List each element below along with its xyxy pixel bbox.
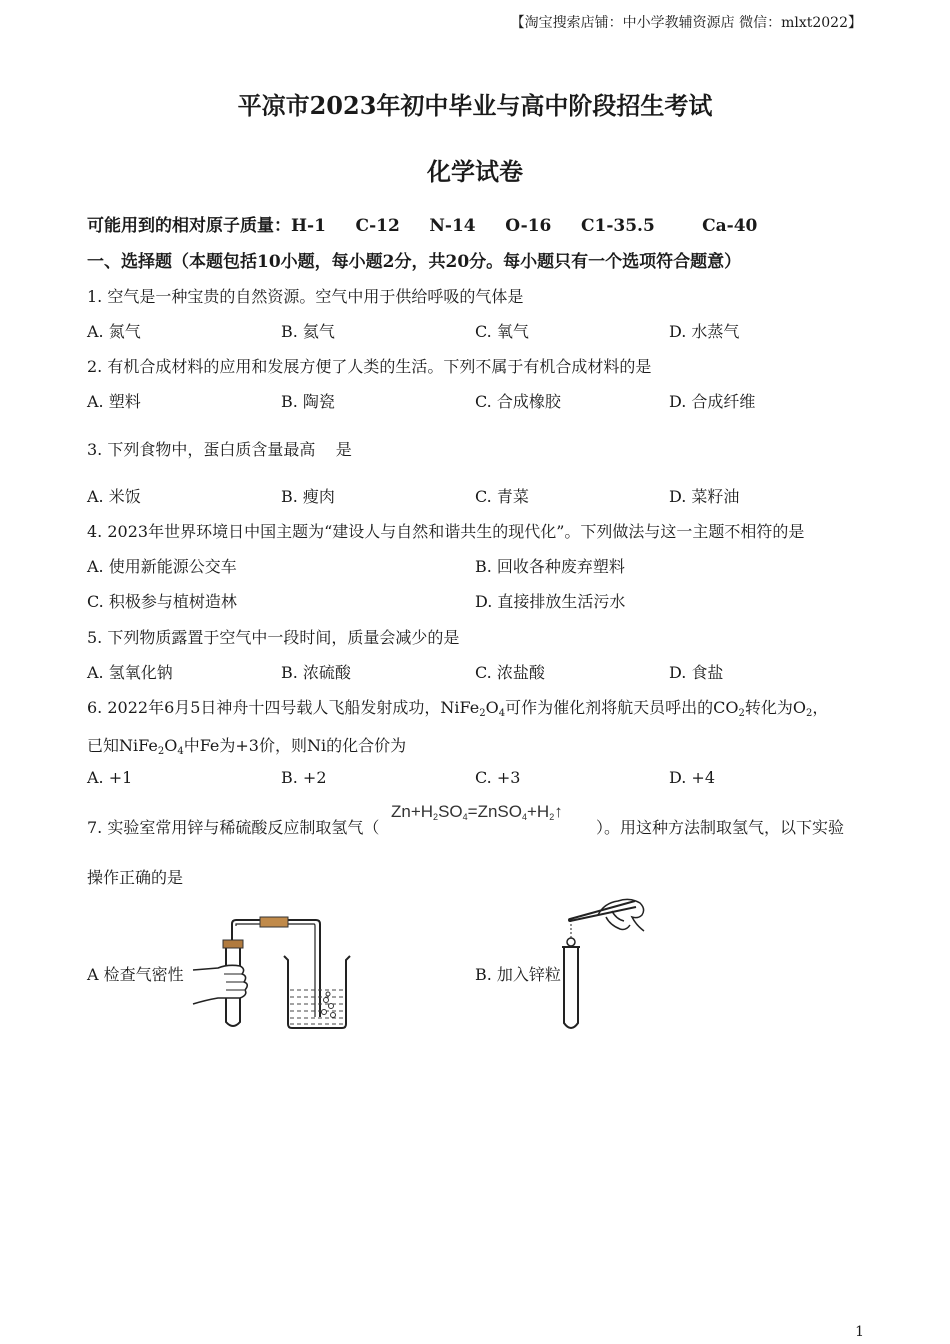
q1-option-b: B. 氦气 bbox=[281, 322, 335, 341]
q6-option-d: D. +4 bbox=[669, 768, 716, 787]
q5-option-d: D. 食盐 bbox=[669, 663, 724, 682]
q4-option-c: C. 积极参与植树造林 bbox=[87, 592, 237, 611]
question-7-after: ）。用这种方法制取氢气，以下实验 bbox=[596, 818, 845, 837]
question-6-line-2: 已知$NiFe_2O_4$中Fe为+3价，则Ni的化合价为 bbox=[87, 736, 407, 757]
q6-option-b: B. +2 bbox=[281, 768, 327, 787]
airtightness-check-figure bbox=[188, 912, 358, 1037]
q6-option-a: A. +1 bbox=[87, 768, 133, 787]
q4-option-d: D. 直接排放生活污水 bbox=[475, 592, 626, 611]
q7-option-b-label: B. 加入锌粒 bbox=[475, 965, 561, 984]
q2-option-b: B. 陶瓷 bbox=[281, 392, 335, 411]
q1-option-c: C. 氧气 bbox=[475, 322, 529, 341]
reaction-equation: $Zn+H_2SO_4=ZnSO_4+H_2↑$ bbox=[391, 802, 563, 822]
question-7-before: 7. 实验室常用锌与稀硫酸反应制取氢气（ bbox=[87, 818, 380, 837]
atomic-masses: 可能用到的相对原子质量：H-1 C-12 N-14 O-16 C1-35.5 Ca-40 bbox=[87, 216, 758, 236]
q3-option-c: C. 青菜 bbox=[475, 487, 529, 506]
page-title: 平凉市2023年初中毕业与高中阶段招生考试 bbox=[237, 91, 713, 120]
q3-option-b: B. 瘦肉 bbox=[281, 487, 335, 506]
q3-option-d: D. 菜籽油 bbox=[669, 487, 740, 506]
question-6-line-1: 6. 2022年6月5日神舟十四号载人飞船发射成功，$NiFe_2O_4$可作为催化剂将航天员呼出的$CO_2$转化为$O_2$， bbox=[87, 698, 829, 719]
q7-option-a-label: A 检查气密性 bbox=[87, 965, 184, 984]
question-4-stem: 4. 2023年世界环境日中国主题为“建设人与自然和谐共生的现代化”。下列做法与这一主题不相符的是 bbox=[87, 522, 805, 541]
q4-option-b: B. 回收各种废弃塑料 bbox=[475, 557, 625, 576]
question-3-stem: 3. 下列食物中，蛋白质含量最高 是 bbox=[87, 440, 352, 459]
add-zinc-granule-figure bbox=[540, 895, 655, 1035]
q2-option-a: A. 塑料 bbox=[87, 392, 141, 411]
section-heading: 一、选择题（本题包括10小题，每小题2分，共20分。每小题只有一个选项符合题意） bbox=[87, 252, 742, 272]
question-7-line-2: 操作正确的是 bbox=[87, 868, 184, 887]
question-2-stem: 2. 有机合成材料的应用和发展方便了人类的生活。下列不属于有机合成材料的是 bbox=[87, 357, 652, 376]
page-number: 1 bbox=[855, 1324, 864, 1340]
q1-option-d: D. 水蒸气 bbox=[669, 322, 740, 341]
q2-option-c: C. 合成橡胶 bbox=[475, 392, 561, 411]
q6-option-c: C. +3 bbox=[475, 768, 521, 787]
page-subtitle: 化学试卷 bbox=[427, 157, 523, 186]
question-1-stem: 1. 空气是一种宝贵的自然资源。空气中用于供给呼吸的气体是 bbox=[87, 287, 524, 306]
q4-option-a: A. 使用新能源公交车 bbox=[87, 557, 237, 576]
q1-option-a: A. 氮气 bbox=[87, 322, 141, 341]
q2-option-d: D. 合成纤维 bbox=[669, 392, 756, 411]
question-5-stem: 5. 下列物质露置于空气中一段时间，质量会减少的是 bbox=[87, 628, 460, 647]
q3-option-a: A. 米饭 bbox=[87, 487, 141, 506]
q5-option-a: A. 氢氧化钠 bbox=[87, 663, 173, 682]
q5-option-c: C. 浓盐酸 bbox=[475, 663, 545, 682]
header-note: 【淘宝搜索店铺：中小学教辅资源店 微信：mlxt2022】 bbox=[510, 15, 862, 31]
q5-option-b: B. 浓硫酸 bbox=[281, 663, 351, 682]
